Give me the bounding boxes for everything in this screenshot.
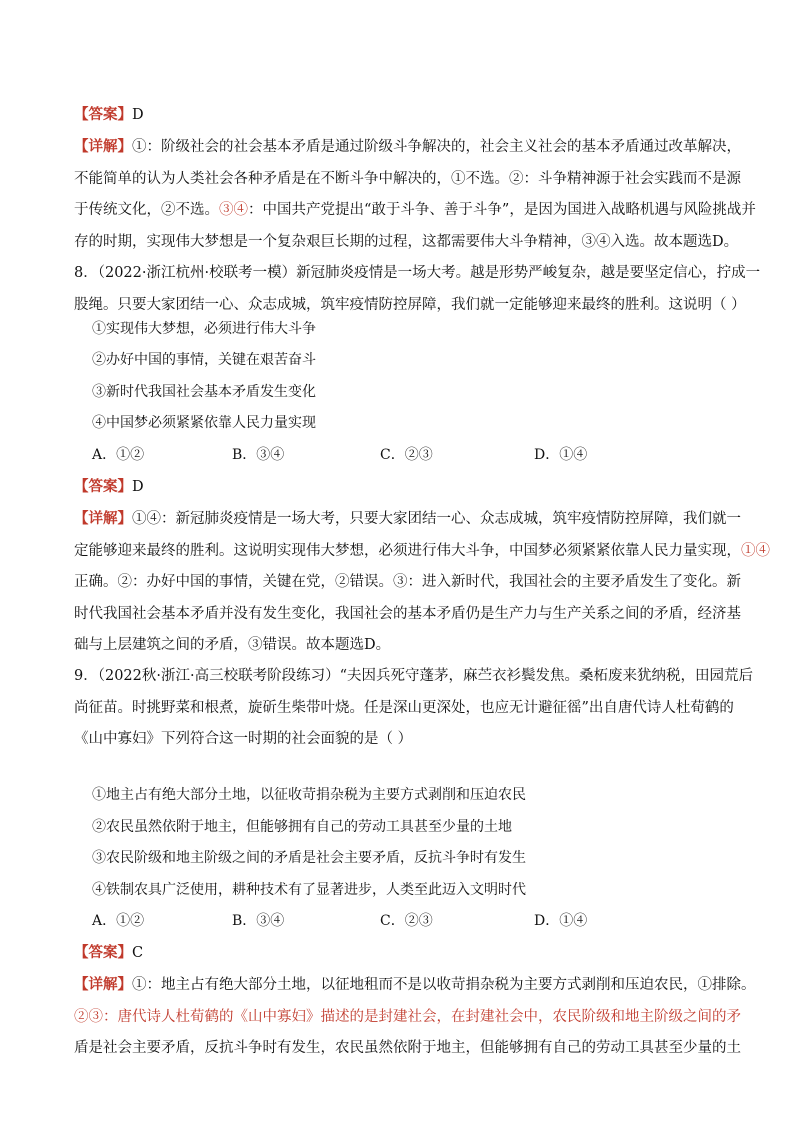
- choice-d[interactable]: D．①④: [534, 913, 588, 929]
- highlight-text: ①④: [741, 542, 770, 559]
- q7-answer-line: [74, 100, 724, 132]
- choice-d[interactable]: D．①④: [534, 447, 588, 463]
- statement-option: ②办好中国的事情，关键在艰苦奋斗: [92, 352, 316, 368]
- detail-text: ①：地主占有绝大部分土地，以征地租而不是以收苛捐杂税为主要方式剥削和压迫农民，①排除。: [132, 977, 756, 993]
- detail-tag: 【详解】: [74, 139, 132, 155]
- statement-option: ③新时代我国社会基本矛盾发生变化: [92, 384, 316, 400]
- highlight-text: ③④: [219, 202, 248, 218]
- q9-answer-line: [74, 938, 724, 970]
- detail-text: ：中国共产党提出“敢于斗争、善于斗争”，是因为国进入战略机遇与风险挑战并: [248, 202, 756, 218]
- detail-text: 存的时期，实现伟大梦想是一个复杂艰巨长期的过程，这都需要伟大斗争精神，③④入选。故本题选D。: [74, 233, 739, 250]
- q9-stem: [74, 661, 754, 756]
- q7-detail: [74, 132, 756, 258]
- question-stem-line: 尚征苗。时挑野菜和根煮，旋斫生柴带叶烧。任是深山更深处，也应无计避征徭”出自唐代诗人杜荀鹤的: [74, 699, 734, 716]
- question-stem-line: 8．（2022·浙江杭州·校联考一模）新冠肺炎疫情是一场大考。越是形势严峻复杂，越是要坚定信心，拧成一: [74, 265, 761, 281]
- highlight-text: ②③：唐代诗人杜荀鹤的《山中寡妇》描述的是封建社会，在封建社会中，农民阶级和地主阶级之间的矛: [74, 1008, 741, 1025]
- statement-option: ④中国梦必须紧紧依靠人民力量实现: [92, 415, 316, 431]
- statement-option: ①地主占有绝大部分土地，以征收苛捐杂税为主要方式剥削和压迫农民: [92, 787, 526, 803]
- choice-c[interactable]: C．②③: [380, 447, 433, 463]
- q9-choices: [92, 906, 692, 938]
- detail-text: 盾是社会主要矛盾，反抗斗争时有发生，农民虽然依附于地主，但能够拥有自己的劳动工具甚至少量的土: [74, 1040, 741, 1056]
- statement-option: ④铁制农具广泛使用，耕种技术有了显著进步，人类至此迈入文明时代: [92, 882, 526, 898]
- question-stem-line: 股绳。只要大家团结一心、众志成城，筑牢疫情防控屏障，我们就一定能够迎来最终的胜利。这说明（ ）: [74, 296, 746, 313]
- answer-value: D: [132, 479, 144, 495]
- question-stem-line: 《山中寡妇》下列符合这一时期的社会面貌的是（ ）: [74, 731, 413, 747]
- q8-answer-line: [74, 472, 724, 504]
- answer-tag: 【答案】: [74, 107, 132, 123]
- choice-a[interactable]: A．①②: [92, 913, 145, 929]
- answer-tag: 【答案】: [74, 479, 132, 495]
- detail-text: 不能简单的认为人类社会各种矛盾是在不断斗争中解决的，①不选。②：斗争精神源于社会实践而不是源: [74, 170, 741, 187]
- detail-text: ①④：新冠肺炎疫情是一场大考，只要大家团结一心、众志成城，筑牢疫情防控屏障，我们就一: [132, 511, 741, 527]
- question-stem-line: 9．（2022秋·浙江·高三校联考阶段练习）“夫因兵死守蓬茅，麻苎衣衫鬓发焦。桑柘废来犹纳税，田园荒后: [74, 668, 754, 684]
- statement-option: ③农民阶级和地主阶级之间的矛盾是社会主要矛盾，反抗斗争时有发生: [92, 850, 526, 866]
- detail-text: ①：阶级社会的社会基本矛盾是通过阶级斗争解决的，社会主义社会的基本矛盾通过改革解决，: [132, 139, 741, 155]
- detail-tag: 【详解】: [74, 511, 132, 527]
- choice-a[interactable]: A．①②: [92, 447, 145, 463]
- detail-text: 础与上层建筑之间的矛盾，③错误。故本题选D。: [74, 637, 391, 653]
- q8-stem: [74, 258, 761, 321]
- choice-b[interactable]: B．③④: [232, 913, 285, 929]
- detail-text: 时代我国社会基本矛盾并没有发生变化，我国社会的基本矛盾仍是生产力与生产关系之间的矛盾，经济基: [74, 605, 741, 622]
- detail-text: 定能够迎来最终的胜利。这说明实现伟大梦想，必须进行伟大斗争，中国梦必须紧紧依靠人民力量实现，: [74, 542, 741, 559]
- detail-text: 于传统文化，②不选。: [74, 202, 219, 218]
- q8-choices: [92, 440, 692, 472]
- answer-value: D: [132, 107, 144, 123]
- statement-option: ①实现伟大梦想，必须进行伟大斗争: [92, 321, 316, 337]
- statement-option: ②农民虽然依附于地主，但能够拥有自己的劳动工具甚至少量的土地: [92, 819, 512, 835]
- detail-text: 正确。②：办好中国的事情，关键在党，②错误。③：进入新时代，我国社会的主要矛盾发生了变化。新: [74, 574, 741, 590]
- q9-detail: [74, 970, 756, 1065]
- answer-value: C: [132, 945, 144, 961]
- q8-detail: [74, 504, 770, 662]
- choice-b[interactable]: B．③④: [232, 447, 285, 463]
- choice-c[interactable]: C．②③: [380, 913, 433, 929]
- answer-tag: 【答案】: [74, 945, 132, 961]
- detail-tag: 【详解】: [74, 977, 132, 993]
